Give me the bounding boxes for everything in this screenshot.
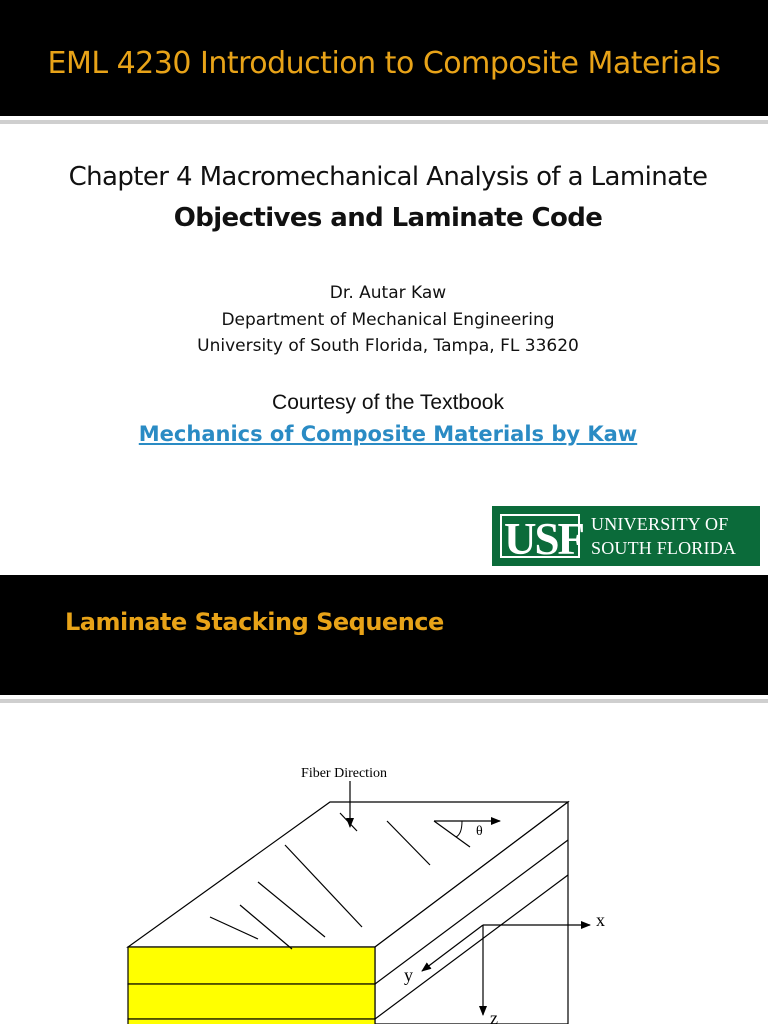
title-bar (0, 0, 768, 116)
lamina-layer (128, 947, 375, 984)
z-axis-label: z (490, 1008, 498, 1024)
angle-label: θ (476, 824, 483, 839)
author-name: Dr. Autar Kaw (329, 283, 447, 303)
courtesy-text: Courtesy of the Textbook (272, 391, 504, 414)
y-axis-label: y (404, 965, 413, 985)
usf-logo-abbr: USF (504, 514, 584, 564)
course-title: EML 4230 Introduction to Composite Materials (47, 46, 721, 81)
fiber-direction-label: Fiber Direction (301, 766, 387, 781)
x-axis-label: x (596, 910, 605, 930)
section-title: Laminate Stacking Sequence (65, 608, 444, 636)
lamina-layer (128, 1019, 375, 1024)
usf-logo-name-line1: UNIVERSITY OF (591, 514, 729, 534)
laminate-diagram (0, 575, 768, 1024)
chapter-heading: Chapter 4 Macromechanical Analysis of a Laminate (68, 162, 708, 192)
slide-subtitle: Objectives and Laminate Code (173, 203, 603, 233)
usf-logo (492, 506, 760, 566)
content-slide (0, 575, 768, 1024)
lamina-layer (128, 984, 375, 1019)
author-university: University of South Florida, Tampa, FL 33620 (197, 336, 579, 356)
textbook-link[interactable]: Mechanics of Composite Materials by Kaw (138, 422, 638, 446)
usf-logo-name-line2: SOUTH FLORIDA (591, 538, 737, 558)
author-department: Department of Mechanical Engineering (221, 310, 555, 330)
title-divider (0, 120, 768, 124)
